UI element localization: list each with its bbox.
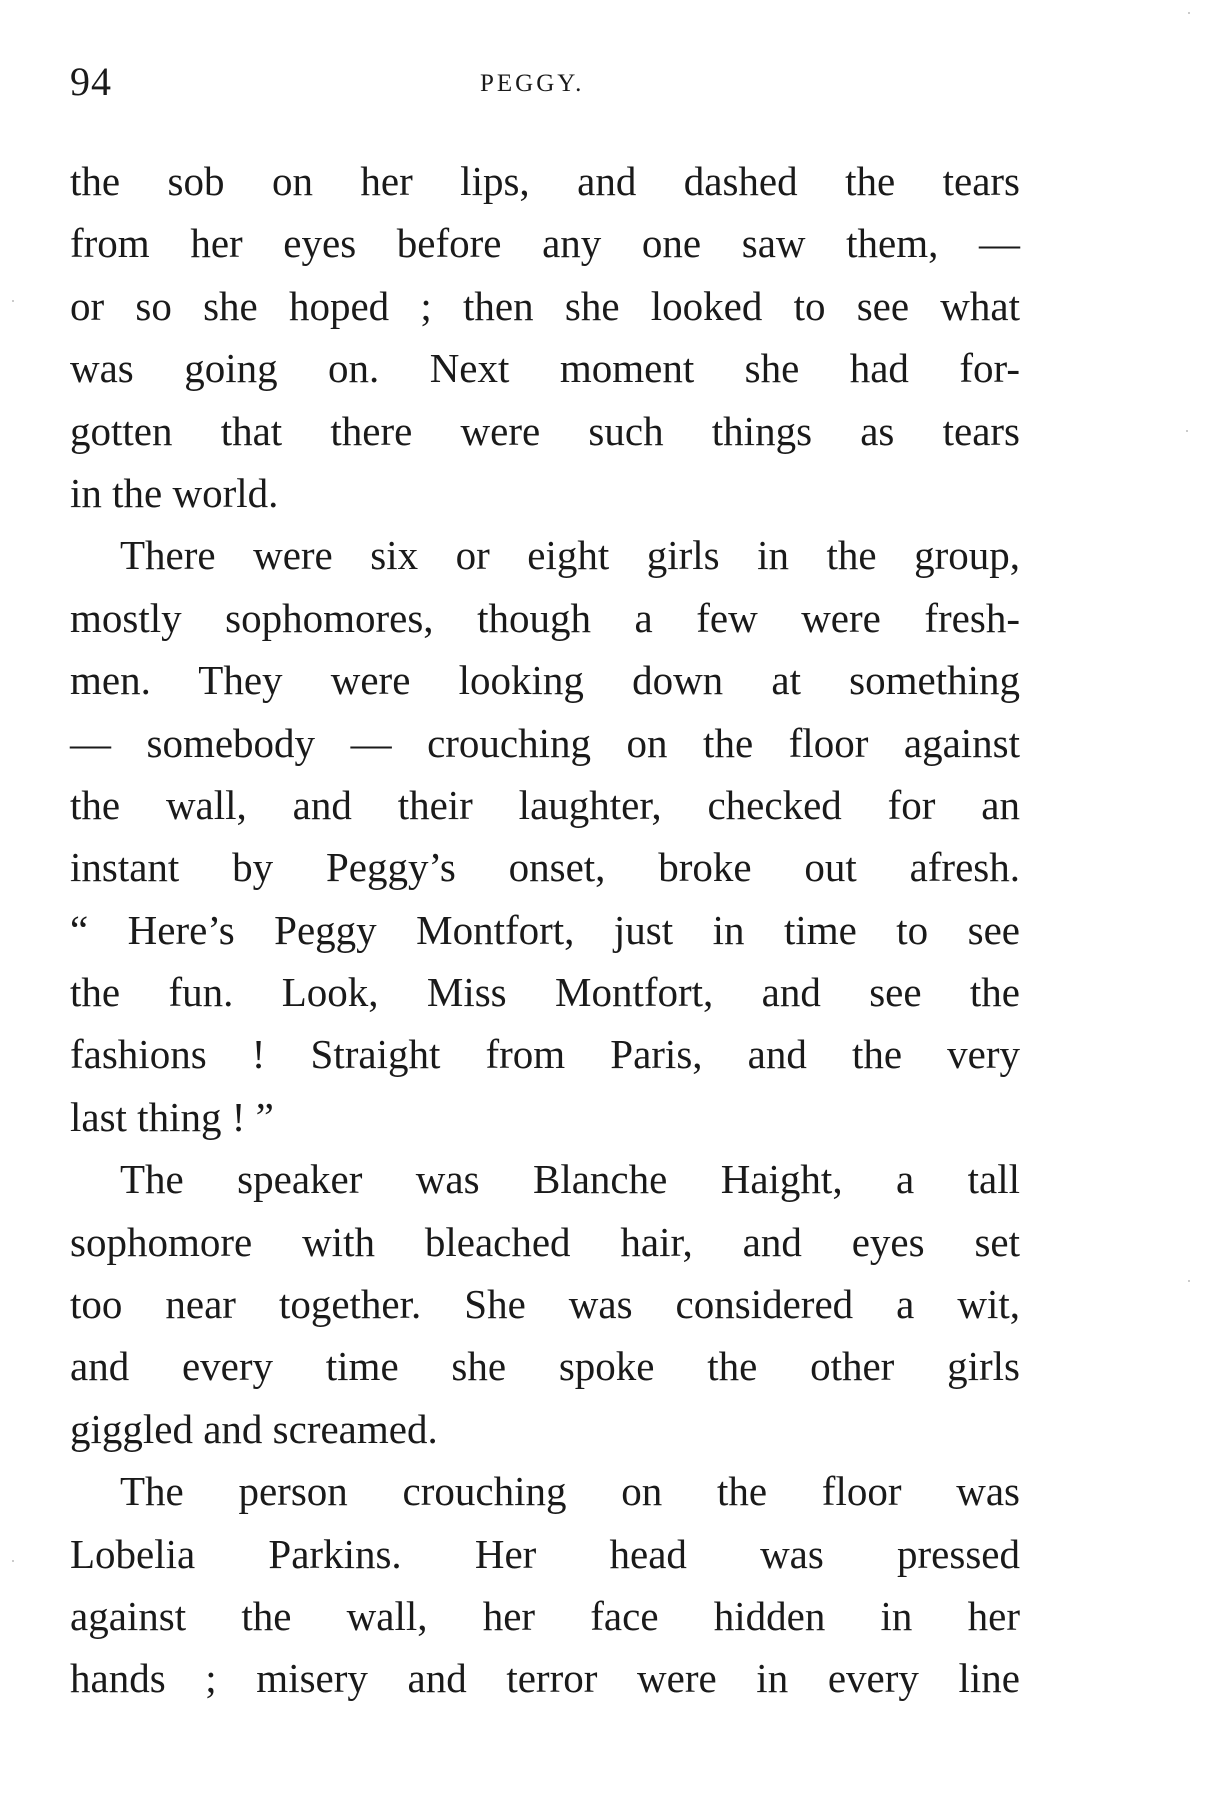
text-line: instant by Peggy’s onset, broke out afresh. xyxy=(70,844,1020,891)
text-line: was going on. Next moment she had for- xyxy=(70,345,1020,392)
text-line: the fun. Look, Miss Montfort, and see the xyxy=(70,969,1020,1016)
text-line: The speaker was Blanche Haight, a tall xyxy=(120,1156,1020,1203)
page-number: 94 xyxy=(70,59,112,104)
text-line: from her eyes before any one saw them, — xyxy=(70,220,1020,267)
text-line: fashions ! Straight from Paris, and the very xyxy=(70,1031,1020,1078)
text-line: There were six or eight girls in the group, xyxy=(120,532,1020,579)
text-line: “ Here’s Peggy Montfort, just in time to see xyxy=(70,906,1020,953)
scan-speck xyxy=(12,300,14,302)
text-line: the wall, and their laughter, checked for an xyxy=(70,781,1020,828)
text-line: sophomore with bleached hair, and eyes set xyxy=(70,1218,1020,1265)
text-line: The person crouching on the floor was xyxy=(120,1468,1020,1515)
text-line: against the wall, her face hidden in her xyxy=(70,1592,1020,1639)
text-line: men. They were looking down at something xyxy=(70,657,1020,704)
text-line: giggled and screamed. xyxy=(70,1405,438,1452)
running-title: PEGGY. xyxy=(480,70,585,97)
text-line: last thing ! ” xyxy=(70,1093,274,1140)
text-line: and every time she spoke the other girls xyxy=(70,1343,1020,1390)
scan-speck xyxy=(1188,1280,1190,1282)
text-line: — somebody — crouching on the floor against xyxy=(70,719,1020,766)
text-line: in the world. xyxy=(70,469,279,516)
text-line: too near together. She was considered a wit, xyxy=(70,1281,1020,1328)
text-line: gotten that there were such things as tears xyxy=(70,407,1020,454)
text-line: mostly sophomores, though a few were fresh- xyxy=(70,594,1020,641)
scan-speck xyxy=(12,1560,14,1562)
scan-speck xyxy=(1186,430,1188,432)
scan-speck xyxy=(1188,12,1190,14)
text-line: the sob on her lips, and dashed the tears xyxy=(70,158,1020,204)
text-line: or so she hoped ; then she looked to see what xyxy=(70,282,1020,329)
text-line: Lobelia Parkins. Her head was pressed xyxy=(70,1530,1020,1577)
running-head xyxy=(70,58,1020,108)
body-text xyxy=(70,150,1020,1710)
text-line: hands ; misery and terror were in every line xyxy=(70,1655,1020,1702)
